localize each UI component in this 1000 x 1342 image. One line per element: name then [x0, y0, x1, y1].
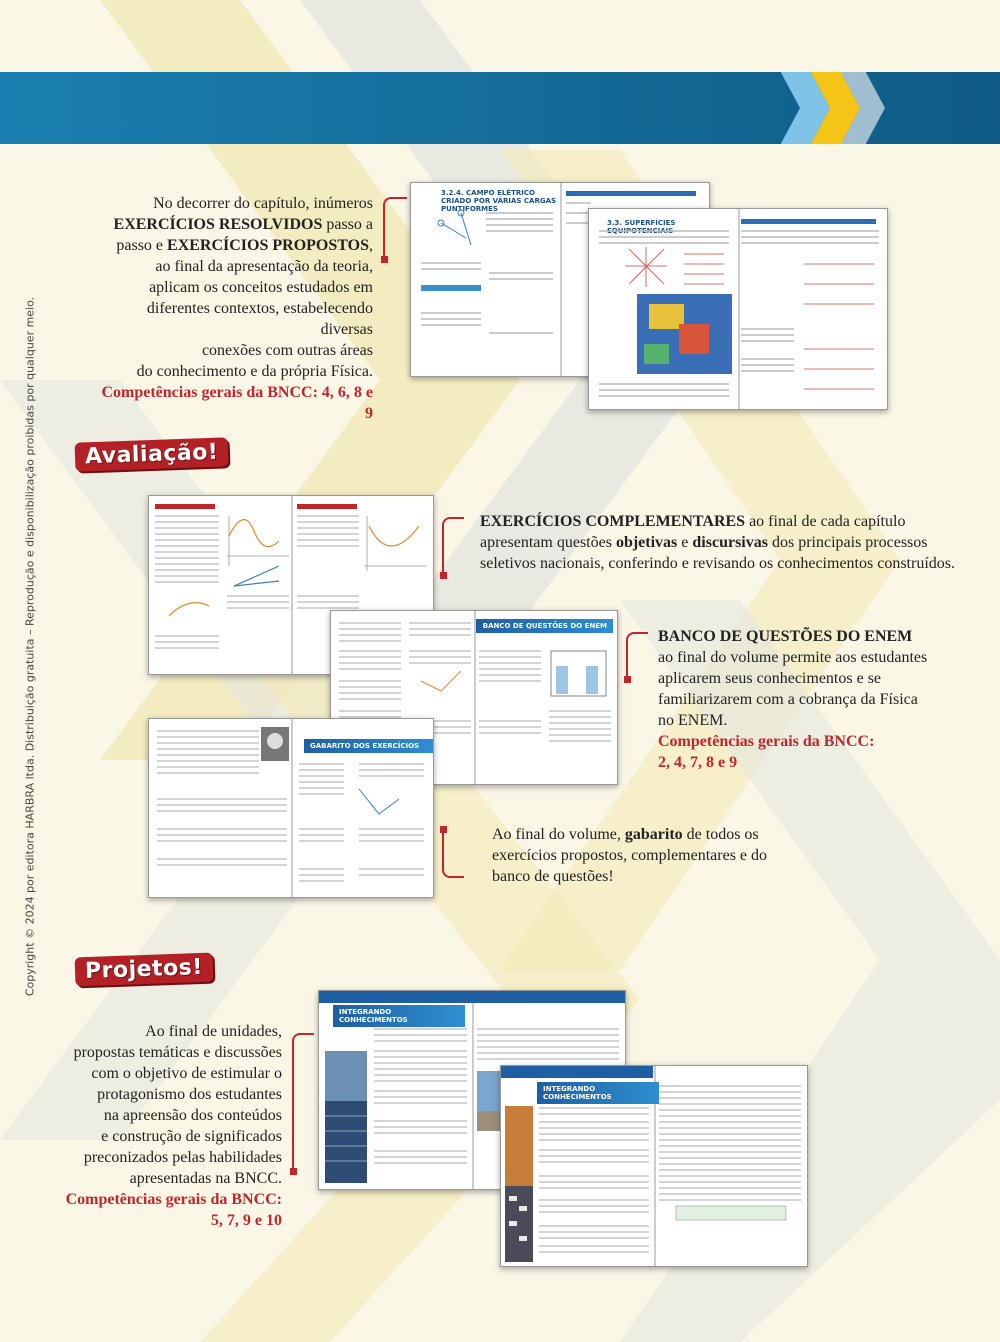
connector-line — [626, 632, 648, 680]
resolved-exercises-description: No decorrer do capítulo, inúmeros EXERCÍCIOS RESOLVIDOS passo a passo e EXERCÍCIOS PROPOSTOS, ao final da apresentação da teoria, aplicam os conceitos estudados em diferentes contextos, estabelecendo diversas conexões com outras áreas do conhecimento e da própria Física. Competências gerais da BNCC: 4, 6, 8 e 9 — [95, 193, 373, 424]
book-spread-integrando-2 — [500, 1065, 808, 1267]
bncc-competencies: Competências gerais da BNCC: 4, 6, 8 e 9 — [101, 384, 373, 422]
page-heading: 3.3. SUPERFÍCIES EQUIPOTENCIAIS — [607, 219, 676, 235]
section-label-projetos: Projetos! — [75, 953, 214, 987]
section-label-avaliacao: Avaliação! — [75, 437, 229, 471]
connector-dot — [290, 1168, 297, 1175]
page-content — [589, 209, 887, 409]
connector-dot — [381, 256, 388, 263]
page-heading: 3.2.4. CAMPO ELÉTRICO CRIADO POR VÁRIAS CARGAS PUNTIFORMES — [441, 189, 557, 213]
complementary-exercises-description: EXERCÍCIOS COMPLEMENTARES ao final de cada capítulo apresentam questões objetivas e discursivas dos principais processos seletivos nacionais, conferindo e revisando os conhecimentos construídos. — [480, 513, 955, 572]
connector-line — [383, 197, 407, 257]
copyright-notice: Copyright © 2024 por editora HARBRA ltda. Distribuição gratuita – Reprodução e disponibilização proibidas por qualquer meio. — [23, 296, 37, 997]
page-content — [149, 719, 433, 897]
projects-description: Ao final de unidades, propostas temáticas e discussões com o objetivo de estimular o protagonismo dos estudantes na apreensão dos conteúdos e construção de significados preconizados pelas habilidades apresentadas na BNCC. Competências gerais da BNCC: 5, 7, 9 e 10 — [60, 1021, 282, 1231]
book-spread-gabarito — [148, 718, 434, 898]
bncc-competencies: Competências gerais da BNCC: — [658, 733, 875, 750]
enem-banner: BANCO DE QUESTÕES DO ENEM — [476, 619, 613, 633]
bncc-competencies-numbers: 2, 4, 7, 8 e 9 — [658, 754, 738, 771]
connector-line — [442, 517, 464, 577]
integrando-banner: INTEGRANDO CONHECIMENTOS — [333, 1005, 465, 1027]
gabarito-banner: GABARITO DOS EXERCÍCIOS — [304, 739, 434, 753]
header-band — [0, 72, 1000, 144]
gabarito-description: Ao final do volume, gabarito de todos os exercícios propostos, complementares e do banco de questões! — [492, 826, 768, 885]
page-content — [501, 1066, 807, 1266]
book-spread-resolved-2 — [588, 208, 888, 410]
enem-bank-description: BANCO DE QUESTÕES DO ENEM ao final do volume permite aos estudantes aplicarem seus conhecimentos e se familiarizarem com a cobrança da Física no ENEM. Competências gerais da BNCC: 2, 4, 7, 8 e 9 — [658, 626, 958, 773]
connector-dot — [440, 826, 447, 833]
connector-line — [292, 1033, 314, 1173]
connector-line — [442, 830, 464, 878]
connector-dot — [440, 572, 447, 579]
bncc-competencies-numbers: 5, 7, 9 e 10 — [210, 1212, 282, 1229]
bncc-competencies: Competências gerais da BNCC: — [65, 1191, 282, 1208]
connector-dot — [624, 676, 631, 683]
integrando-banner: INTEGRANDO CONHECIMENTOS — [537, 1082, 659, 1104]
